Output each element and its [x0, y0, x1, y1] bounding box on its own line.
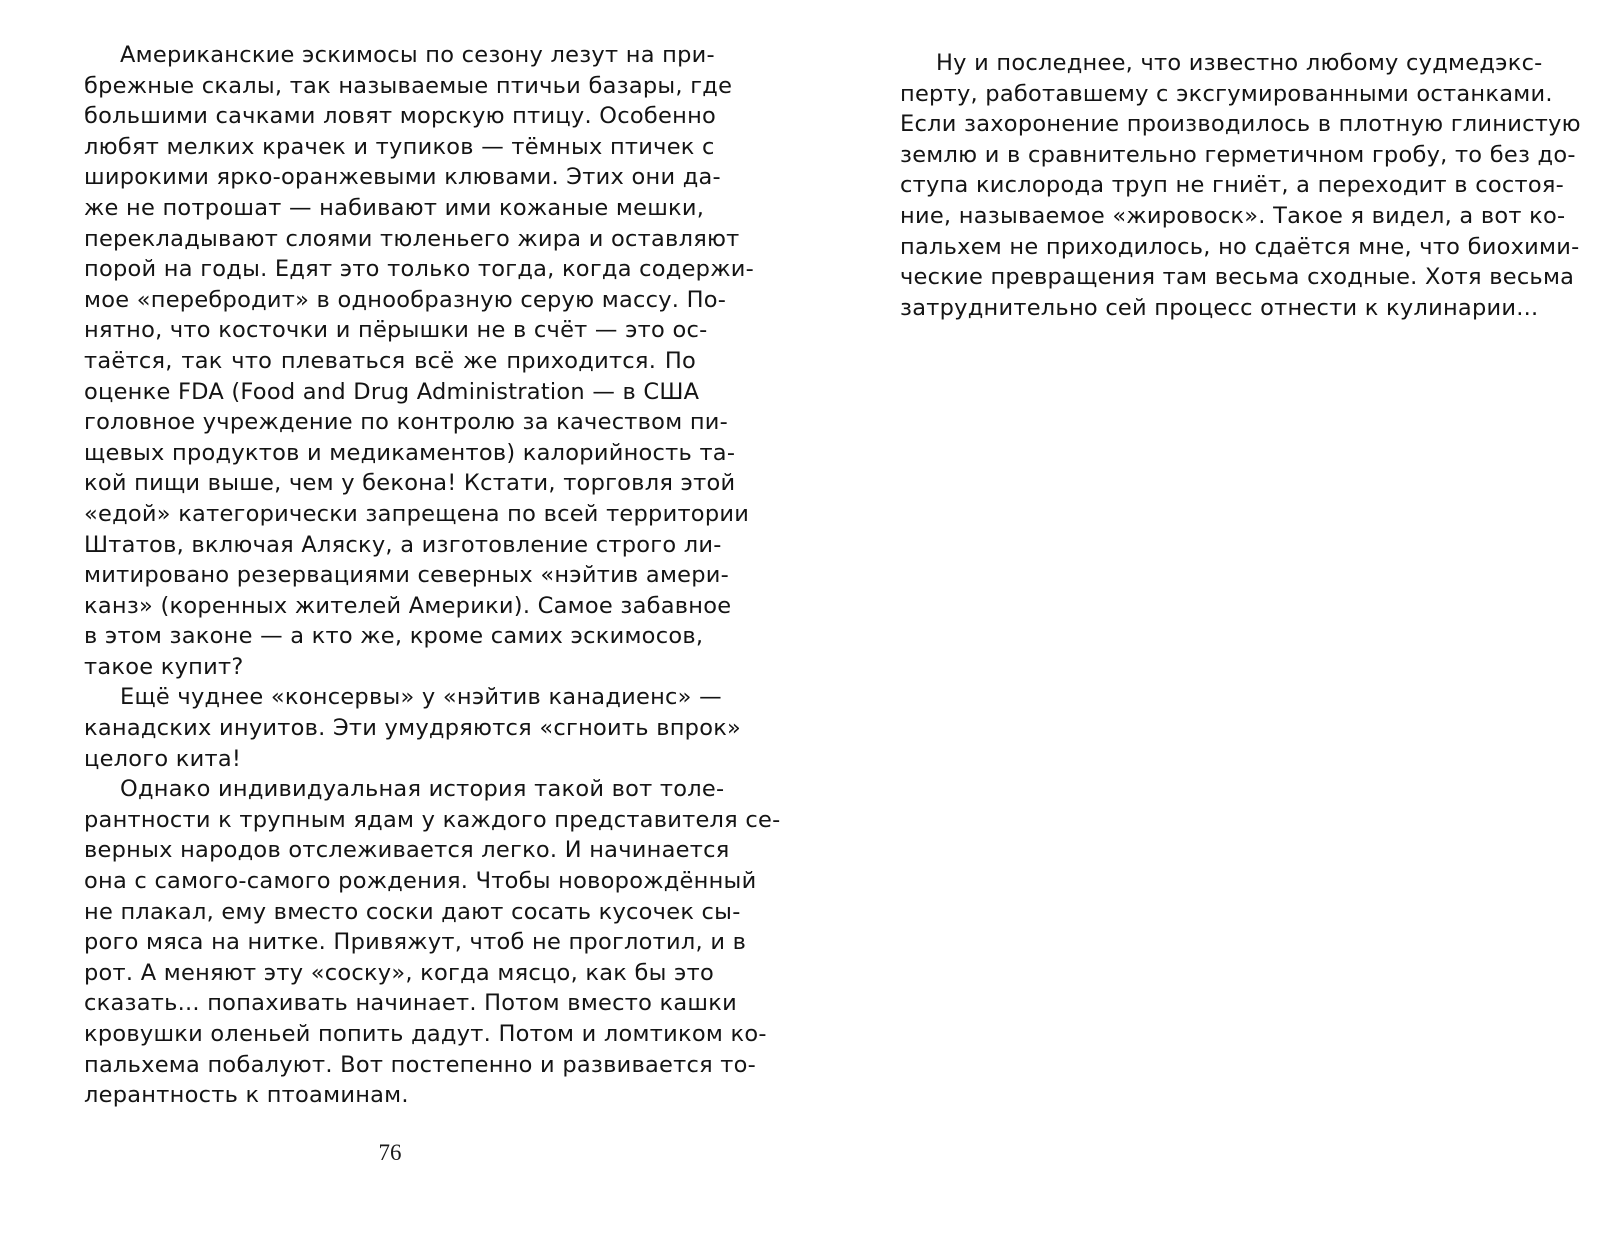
text-line: такое купит? [84, 653, 244, 680]
text-line: щевых продуктов и медикаментов) калорийность та- [84, 439, 736, 466]
text-line: перту, работавшему с эксгумированными останками. [900, 80, 1553, 107]
text-line: кровушки оленьей попить дадут. Потом и ломтиком ко- [84, 1021, 767, 1047]
text-line: целого кита! [84, 745, 242, 772]
text-line: ческие превращения там весьма сходные. Хотя весьма [900, 264, 1575, 291]
text-line: нятно, что косточки и пёрышки не в счёт — это ос- [84, 317, 708, 344]
text-line: перекладывают слоями тюленьего жира и оставляют [84, 225, 740, 252]
text-line: Американские эскимосы по сезону лезут на при- [120, 42, 715, 68]
text-line: не плакал, ему вместо соски дают сосать кусочек сы- [84, 898, 741, 925]
text-line: порой на годы. Едят это только тогда, когда содержи- [84, 256, 754, 283]
text-line: землю и в сравнительно герметичном гробу, то без до- [900, 141, 1576, 168]
text-line: Однако индивидуальная история такой вот толе- [120, 776, 725, 803]
left-page-text [84, 40, 781, 1111]
text-line: «едой» категорически запрещена по всей территории [84, 500, 750, 527]
text-line: Штатов, включая Аляску, а изготовление строго ли- [84, 531, 722, 558]
text-line: Ну и последнее, что известно любому судмедэкс- [936, 50, 1543, 76]
text-line: сказать... попахивать начинает. Потом вместо кашки [84, 990, 737, 1017]
text-line: любят мелких крачек и тупиков — тёмных птичек с [84, 133, 715, 160]
text-line: кой пищи выше, чем у бекона! Кстати, торговля этой [84, 470, 736, 497]
right-page-text [900, 48, 1581, 323]
text-line: Ещё чуднее «консервы» у «нэйтив канадиенс» — [120, 684, 722, 711]
text-line: оценке FDA (Food and Drug Administration — в США [84, 378, 700, 405]
text-line: верных народов отслеживается легко. И начинается [84, 837, 730, 864]
text-line: митировано резервациями северных «нэйтив амери- [84, 562, 730, 589]
text-line: головное учреждение по контролю за качеством пи- [84, 409, 729, 436]
text-line: рот. А меняют эту «соску», когда мясцо, как бы это [84, 959, 715, 986]
text-line: мое «перебродит» в однообразную серую массу. По- [84, 286, 727, 313]
text-line: широкими ярко-оранжевыми клювами. Этих они да- [84, 164, 721, 191]
text-line: канз» (коренных жителей Америки). Самое забавное [84, 592, 732, 619]
text-line: лерантность к птоаминам. [84, 1082, 409, 1109]
text-line: рантности к трупным ядам у каждого представителя се- [84, 806, 781, 833]
text-line: рого мяса на нитке. Привяжут, чтоб не проглотил, и в [84, 929, 747, 956]
text-line: Если захоронение производилось в плотную глинистую [900, 111, 1581, 138]
text-line: затруднительно сей процесс отнести к кулинарии... [900, 294, 1539, 321]
text-line: большими сачками ловят морскую птицу. Особенно [84, 103, 717, 130]
text-line: ступа кислорода труп не гниёт, а переходит в состоя- [900, 172, 1564, 199]
text-line: же не потрошат — набивают ими кожаные мешки, [84, 194, 705, 221]
text-line: пальхема побалуют. Вот постепенно и развивается то- [84, 1051, 757, 1078]
text-line: в этом законе — а кто же, кроме самих эскимосов, [84, 623, 704, 650]
text-line: брежные скалы, так называемые птичьи базары, где [84, 72, 733, 99]
text-line: таётся, так что плеваться всё же приходится. По [84, 347, 696, 374]
text-line: пальхем не приходилось, но сдаётся мне, что биохими- [900, 233, 1580, 260]
text-line: она с самого-самого рождения. Чтобы новорождённый [84, 868, 757, 895]
text-line: ние, называемое «жировоск». Такое я видел, а вот ко- [900, 202, 1566, 229]
text-line: канадских инуитов. Эти умудряются «сгноить впрок» [84, 715, 742, 742]
right-page [800, 0, 1600, 1243]
page-number: 76 [378, 1140, 402, 1165]
